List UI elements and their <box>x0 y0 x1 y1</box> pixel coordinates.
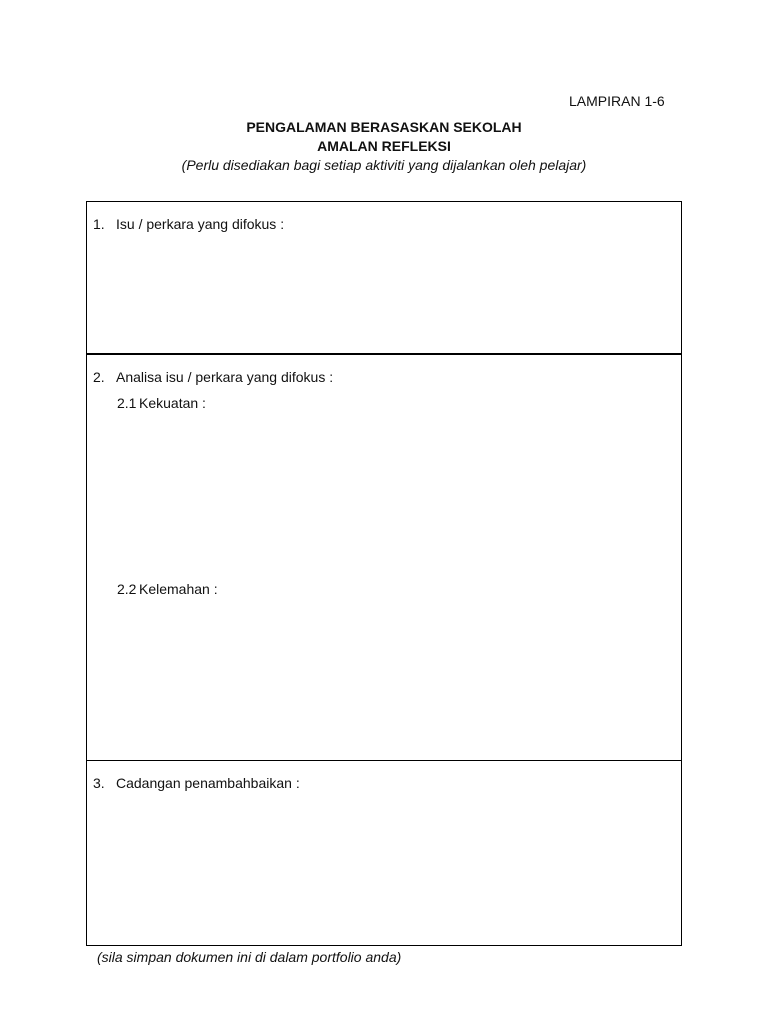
document-subtitle-heading: AMALAN REFLEKSI <box>317 138 451 154</box>
subsection-number: 2.1 <box>117 395 137 411</box>
appendix-label: LAMPIRAN 1-6 <box>569 93 665 109</box>
reflection-form <box>86 201 682 946</box>
section-label: Cadangan penambahbaikan : <box>116 775 300 791</box>
section-focus-issue[interactable] <box>87 202 681 355</box>
section-number: 3. <box>93 775 105 791</box>
instruction-note: (Perlu disediakan bagi setiap aktiviti yang dijalankan oleh pelajar) <box>181 157 587 173</box>
section-issue-analysis[interactable] <box>87 355 681 761</box>
subsection-strengths <box>117 395 206 411</box>
section-number: 2. <box>93 369 105 385</box>
section-improvement-suggestions[interactable] <box>87 761 681 947</box>
subsection-label: Kelemahan : <box>139 581 218 597</box>
title-block <box>0 118 768 175</box>
section-label: Analisa isu / perkara yang difokus : <box>116 369 334 385</box>
section-number: 1. <box>93 216 105 232</box>
subsection-number: 2.2 <box>117 581 137 597</box>
section-heading <box>93 216 284 232</box>
section-heading <box>93 775 300 791</box>
section-heading <box>93 369 333 385</box>
subsection-weaknesses <box>117 581 218 597</box>
footer-note: (sila simpan dokumen ini di dalam portfolio anda) <box>97 949 402 965</box>
document-title: PENGALAMAN BERASASKAN SEKOLAH <box>246 119 522 135</box>
subsection-label: Kekuatan : <box>139 395 206 411</box>
section-label: Isu / perkara yang difokus : <box>116 216 285 232</box>
